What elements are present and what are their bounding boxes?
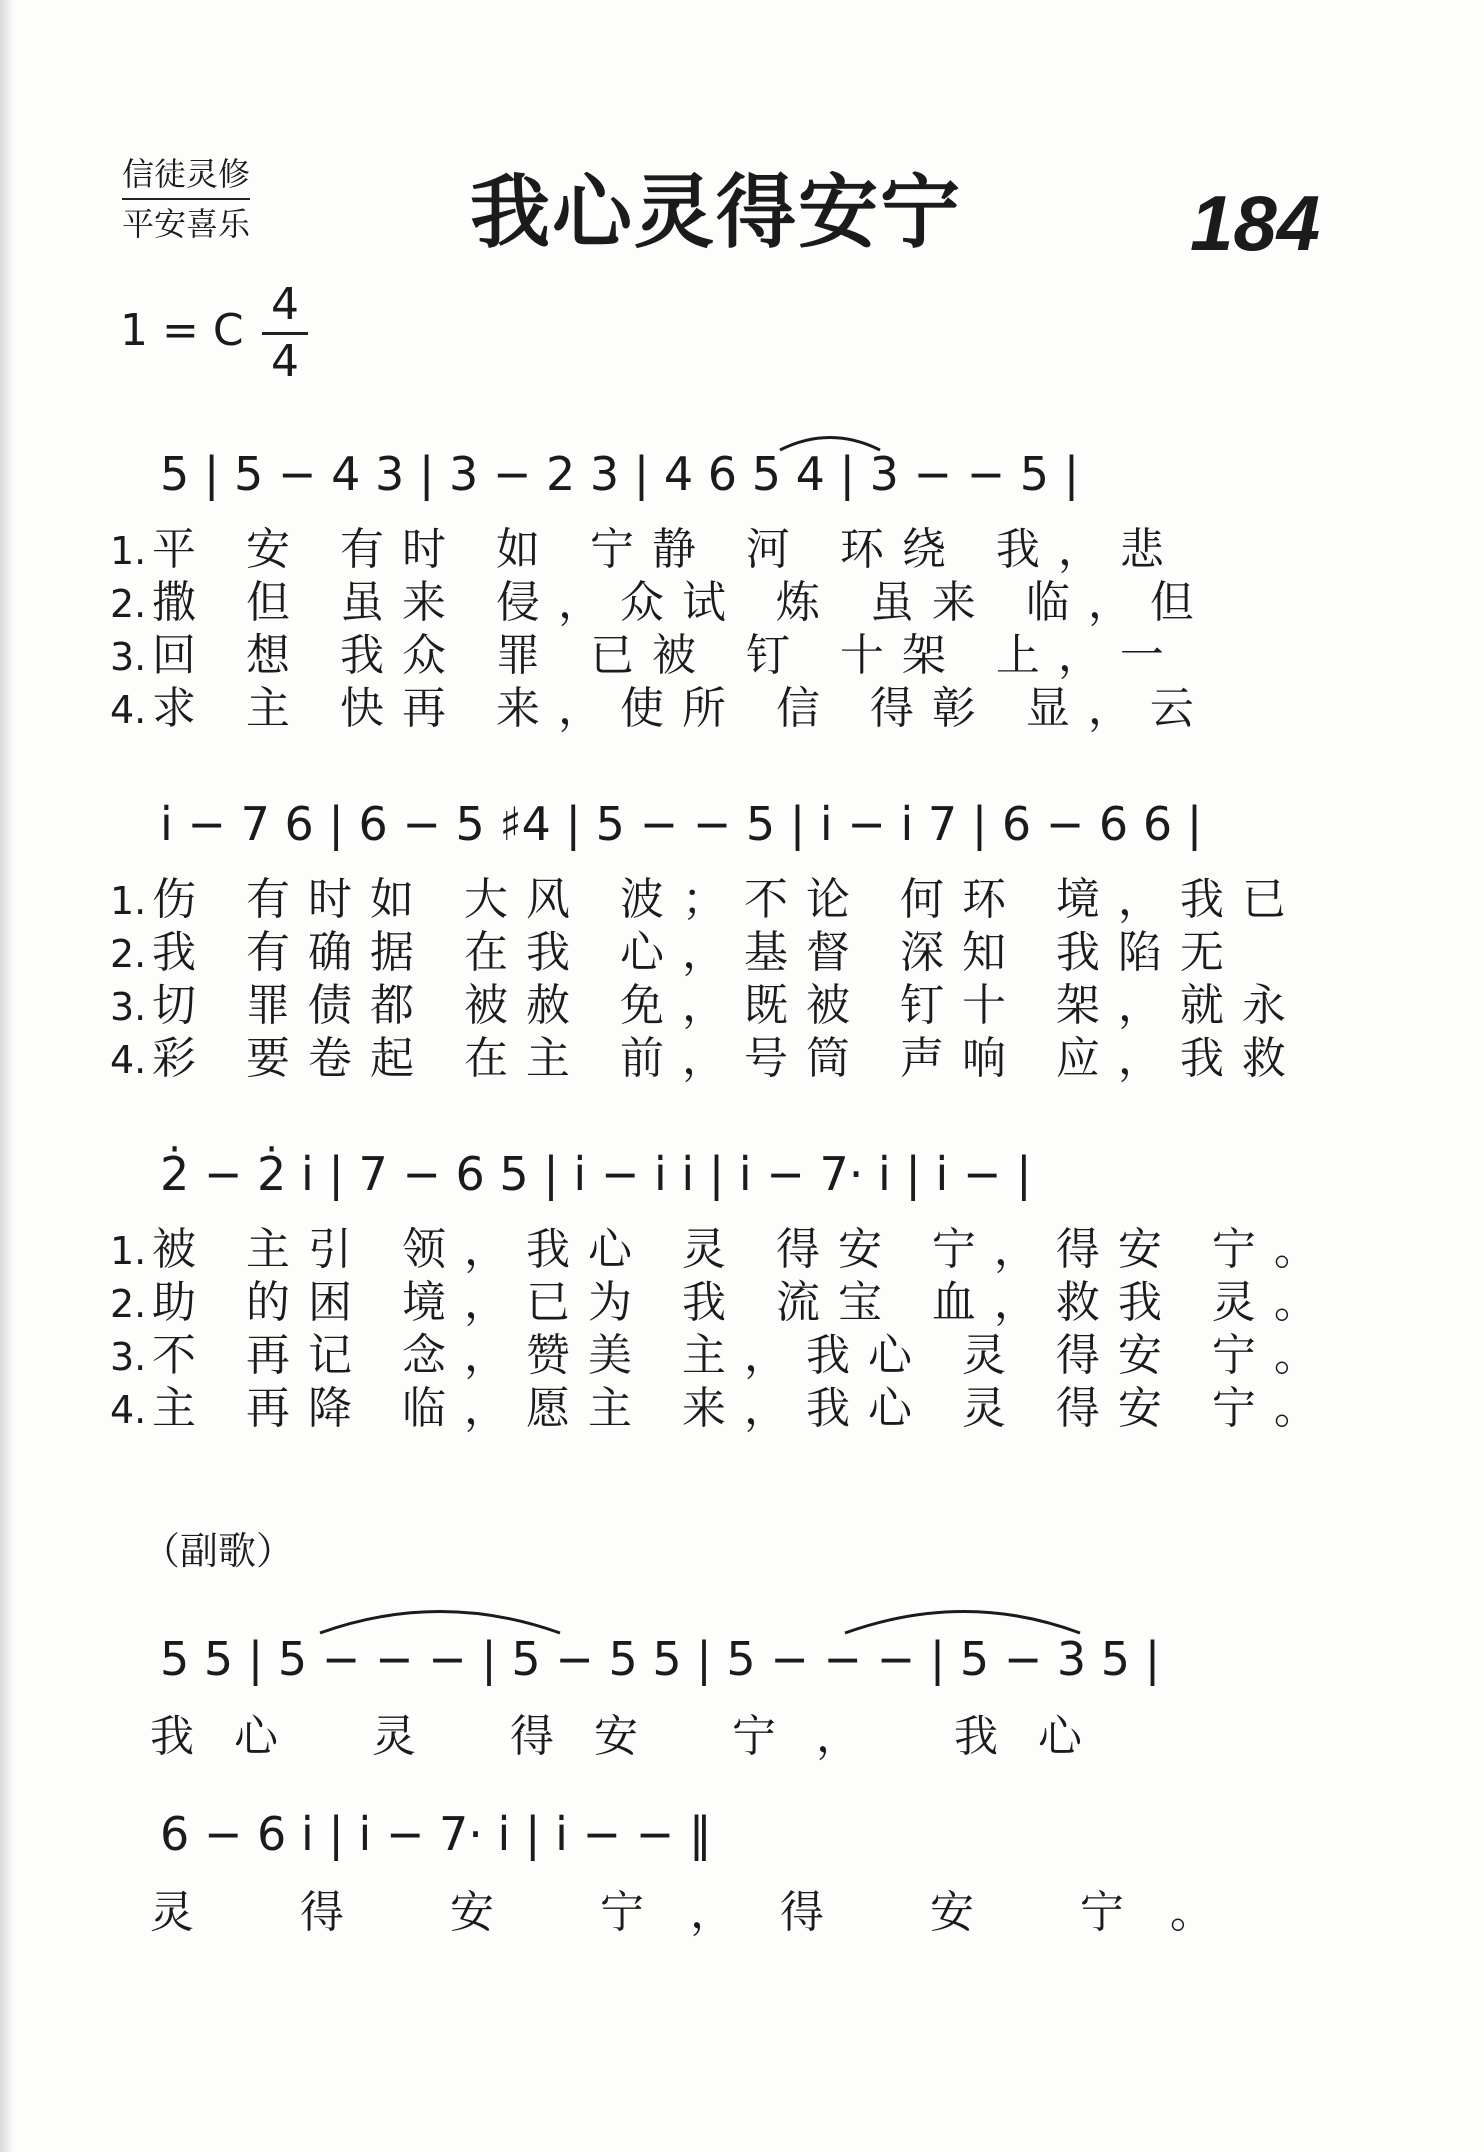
notation-text: i̇ − 7 6 | 6 − 5 ♯4 | 5 − − 5 | i̇ − i̇ 7 | 6 − 6 6 |	[160, 797, 1203, 851]
verse-1-line	[110, 1225, 1336, 1275]
verse-2-line	[110, 928, 1242, 978]
verse-number: 4.	[110, 1038, 147, 1082]
verse-number: 4.	[110, 1388, 147, 1432]
verse-1-line	[110, 875, 1304, 925]
verse-text: 主 再降 临，愿主 来，我心 灵 得安 宁。	[152, 1383, 1336, 1434]
chorus-lyric-2	[150, 1888, 1260, 1938]
notation-system-1	[0, 430, 1484, 520]
slur	[320, 1612, 560, 1634]
verse-text: 平 安 有时 如 宁静 河 环绕 我，悲	[152, 524, 1182, 575]
notation-text: 2̇ − 2̇ i̇ | 7 − 6 5 | i̇ − i̇ i̇ | i̇ − 7· i̇ | i̇ − |	[160, 1147, 1032, 1201]
verse-number: 1.	[110, 529, 147, 573]
notation-text: 5 5 | 5 − − − | 5 − 5 5 | 5 − − − | 5 − 3 5 |	[160, 1632, 1161, 1686]
chorus-lyric-1	[150, 1712, 1122, 1762]
verse-text: 求 主 快再 来，使所 信 得彰 显，云	[152, 683, 1212, 734]
verse-number: 3.	[110, 1335, 147, 1379]
verse-number: 2.	[110, 932, 147, 976]
hymn-title: 我心灵得安宁	[470, 166, 962, 259]
notation-text: 6 − 6 i̇ | i̇ − 7· i̇ | i̇ − − ‖	[160, 1807, 712, 1861]
verse-number: 3.	[110, 985, 147, 1029]
verse-number: 3.	[110, 635, 147, 679]
category-top: 信徒灵修	[122, 155, 251, 193]
verse-text: 回 想 我众 罪 已被 钉 十架 上，一	[152, 630, 1182, 681]
notation-text: 5 | 5 − 4 3 | 3 − 2 3 | 4 6 5 4 | 3 − − 5 |	[160, 447, 1080, 501]
hymn-number: 184	[1190, 179, 1321, 267]
time-numerator: 4	[271, 279, 299, 330]
verse-text: 我 有确据 在我 心，基督 深知 我陷无	[152, 927, 1242, 978]
verse-4-line	[110, 1384, 1336, 1434]
verse-3-line	[110, 1331, 1336, 1381]
verse-text: 切 罪债都 被赦 免，既被 钉十 架，就永	[152, 980, 1304, 1031]
key-signature: 1 = C	[120, 305, 244, 356]
verse-2-line	[110, 1278, 1336, 1328]
verse-text: 助 的困 境，已为 我 流宝 血，救我 灵。	[152, 1277, 1336, 1328]
chorus-notation-1	[0, 1615, 1484, 1705]
verse-text: 撒 但 虽来 侵，众试 炼 虽来 临，但	[152, 577, 1212, 628]
chorus-text: 我心 灵 得安 宁， 我心	[150, 1711, 1122, 1762]
verse-number: 4.	[110, 688, 147, 732]
notation-system-3	[0, 1130, 1484, 1220]
verse-text: 伤 有时如 大风 波；不论 何环 境，我已	[152, 874, 1304, 925]
verse-number: 2.	[110, 1282, 147, 1326]
category-divider	[122, 198, 250, 200]
time-signature	[262, 278, 308, 389]
chorus-text: 灵 得 安 宁，得 安 宁。	[150, 1887, 1260, 1938]
slur	[845, 1612, 1080, 1634]
verse-4-line	[110, 684, 1212, 734]
verse-text: 彩 要卷起 在主 前，号筒 声响 应，我救	[152, 1033, 1304, 1084]
verse-number: 1.	[110, 879, 147, 923]
time-denominator: 4	[271, 336, 299, 387]
verse-4-line	[110, 1034, 1304, 1084]
verse-number: 1.	[110, 1229, 147, 1273]
chorus-label: （副歌）	[142, 1529, 295, 1573]
verse-text: 被 主引 领，我心 灵 得安 宁，得安 宁。	[152, 1224, 1336, 1275]
verse-1-line	[110, 525, 1182, 575]
notation-system-2	[0, 780, 1484, 870]
verse-3-line	[110, 631, 1182, 681]
verse-text: 不 再记 念，赞美 主，我心 灵 得安 宁。	[152, 1330, 1336, 1381]
verse-2-line	[110, 578, 1212, 628]
verse-3-line	[110, 981, 1304, 1031]
category-label	[122, 152, 250, 246]
verse-number: 2.	[110, 582, 147, 626]
chorus-notation-2	[0, 1790, 1484, 1880]
category-bottom: 平安喜乐	[122, 205, 251, 243]
